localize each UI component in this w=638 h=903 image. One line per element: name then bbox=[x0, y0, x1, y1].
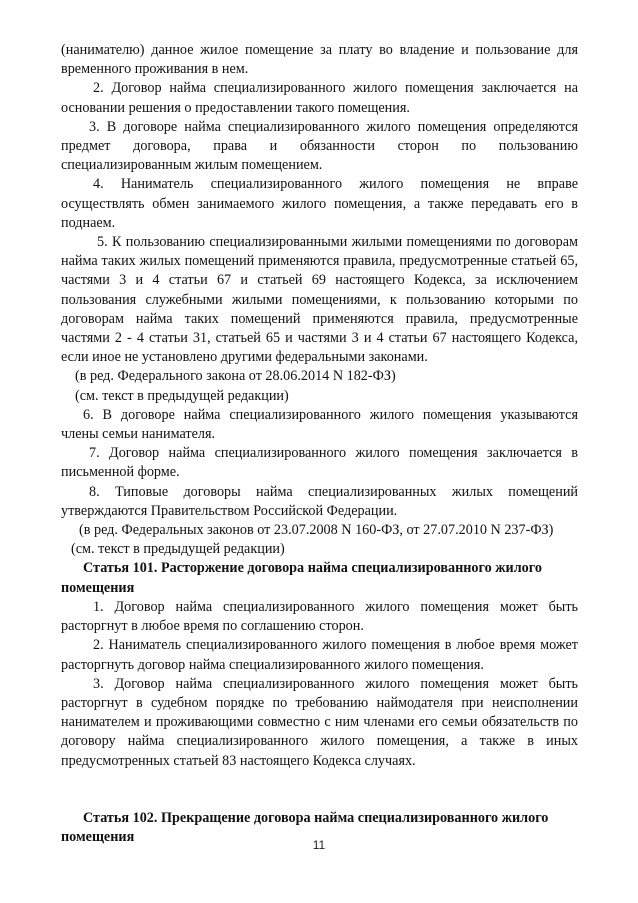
paragraph-continuation: (нанимателю) данное жилое помещение за плату во владение и пользование для временного проживания в нем. bbox=[61, 42, 578, 78]
article-101-paragraph-1: 1. Договор найма специализированного жилого помещения может быть расторгнут в любое время по соглашению сторон. bbox=[61, 598, 578, 635]
paragraph-item-4: 4. Наниматель специализированного жилого помещения не вправе осуществлять обмен занимаемого жилого помещения, а также передавать его в поднаем. bbox=[61, 176, 578, 231]
paragraph-item-6: 6. В договоре найма специализированного жилого помещения указываются члены семьи нанимателя. bbox=[61, 406, 578, 443]
article-101-paragraph-2: 2. Наниматель специализированного жилого помещения в любое время может расторгнуть договор найма специализированного жилого помещения. bbox=[61, 637, 578, 673]
paragraph-item-8: 8. Типовые договоры найма специализированных жилых помещений утверждаются Правительством Российской Федерации. bbox=[61, 483, 578, 519]
previous-edition-note: (см. текст в предыдущей редакции) bbox=[71, 541, 285, 558]
article-101-heading: Статья 101. Расторжение договора найма специализированного жилого помещения bbox=[61, 560, 542, 596]
page-number: 11 bbox=[312, 838, 326, 852]
article-102-heading: Статья 102. Прекращение договора найма специализированного жилого помещения bbox=[61, 809, 549, 845]
paragraph-item-2: 2. Договор найма специализированного жилого помещения заключается на основании решения о предоставлении такого помещения. bbox=[61, 80, 578, 116]
previous-edition-note: (см. текст в предыдущей редакции) bbox=[75, 387, 289, 404]
amendment-note: (в ред. Федеральных законов от 23.07.2008 N 160-ФЗ, от 27.07.2010 N 237-ФЗ) bbox=[79, 522, 554, 539]
paragraph-item-5: 5. К пользованию специализированными жилыми помещениями по договорам найма таких жилых помещений применяются правила, предусмотренные статьей 65, частями 3 и 4 статьи 67 и статьей 69 настоящего Кодекса, за исключением пользования служебными жилыми помещениями, к пользованию которыми по договорам найма таких помещений применяются правила, предусмотренные частями 2 - 4 статьи 31, статьей 65 и частями 3 и 4 статьи 67 настоящего Кодекса, если иное не установлено другими федеральными законами. bbox=[61, 234, 578, 366]
paragraph-item-3: 3. В договоре найма специализированного жилого помещения определяются предмет договора, права и обязанности сторон по пользованию специализированным жилым помещением. bbox=[61, 118, 578, 174]
article-101-paragraph-3: 3. Договор найма специализированного жилого помещения может быть расторгнут в судебном порядке по требованию наймодателя при неисполнении нанимателем и проживающими совместно с ним членами его семьи обязательств по договору найма специализированного жилого помещения, а также в иных предусмотренных статьей 83 настоящего Кодекса случаях. bbox=[61, 675, 578, 769]
paragraph-item-7: 7. Договор найма специализированного жилого помещения заключается в письменной форме. bbox=[61, 445, 578, 481]
section-spacer bbox=[61, 771, 578, 809]
amendment-note: (в ред. Федерального закона от 28.06.2014 N 182-ФЗ) bbox=[75, 368, 396, 385]
document-body bbox=[61, 41, 578, 847]
